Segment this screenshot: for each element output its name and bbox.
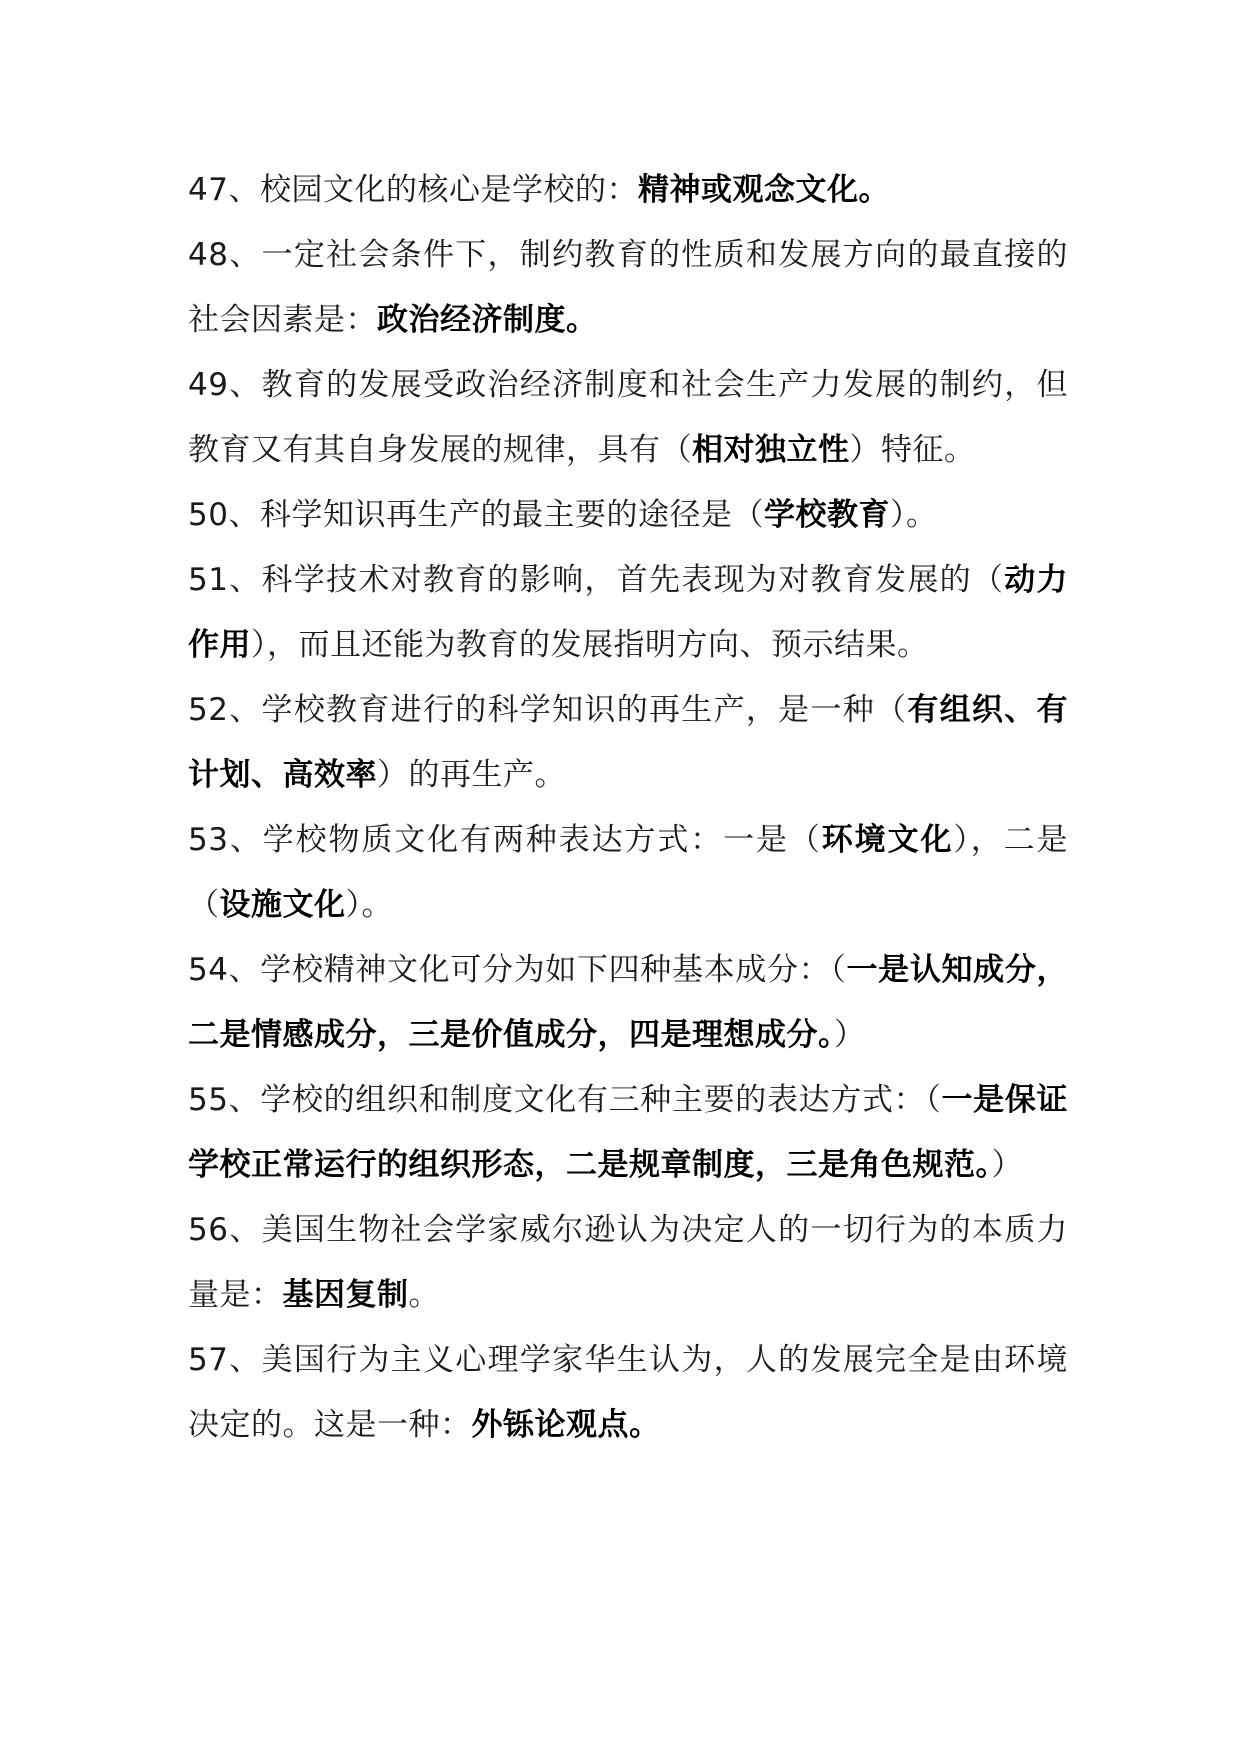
item-49: 49、教育的发展受政治经济制度和社会生产力发展的制约，但教育又有其自身发展的规律，具有（相对独立性）特征。	[188, 367, 1068, 468]
document-page	[188, 158, 1068, 1458]
item-50: 50、科学知识再生产的最主要的途径是（学校教育）。	[188, 497, 938, 533]
item-52: 52、学校教育进行的科学知识的再生产，是一种（有组织、有计划、高效率）的再生产。	[188, 692, 1069, 793]
item-54: 54、学校精神文化可分为如下四种基本成分：（一是认知成分，二是情感成分，三是价值成分，四是理想成分。）	[188, 952, 1068, 1053]
item-56: 56、美国生物社会学家威尔逊认为决定人的一切行为的本质力量是：基因复制。	[188, 1212, 1068, 1313]
item-57: 57、美国行为主义心理学家华生认为，人的发展完全是由环境决定的。这是一种：外铄论观点。	[188, 1342, 1068, 1443]
item-48: 48、一定社会条件下，制约教育的性质和发展方向的最直接的社会因素是：政治经济制度。	[188, 237, 1068, 338]
item-55: 55、学校的组织和制度文化有三种主要的表达方式：（一是保证学校正常运行的组织形态，二是规章制度，三是角色规范。）	[188, 1082, 1069, 1183]
item-53: 53、学校物质文化有两种表达方式：一是（环境文化），二是（设施文化）。	[188, 822, 1069, 923]
item-47: 47、校园文化的核心是学校的：精神或观念文化。	[188, 172, 890, 208]
item-51: 51、科学技术对教育的影响，首先表现为对教育发展的（动力作用），而且还能为教育的发展指明方向、预示结果。	[188, 562, 1068, 663]
